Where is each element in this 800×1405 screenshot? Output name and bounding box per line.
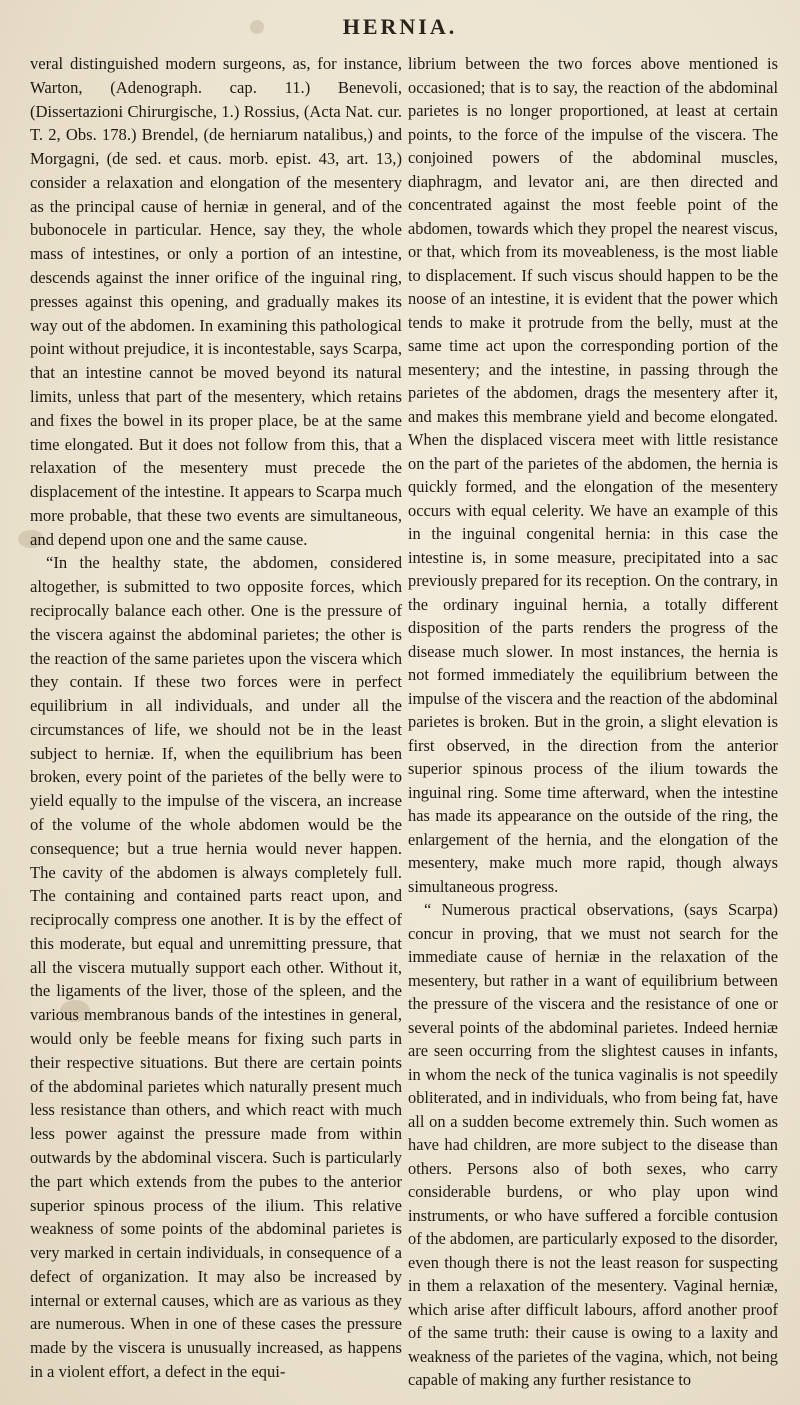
running-header: HERNIA. <box>342 14 458 39</box>
left-column <box>30 52 402 1384</box>
paragraph: “ Numerous practical observations, (says Scarpa) concur in proving, that we must not search for the immediate cause of herniæ in the relaxation of the mesentery, but rather in a want of equilibrium between the pressure of the viscera and the resistance of one or several points of the abdominal parietes. Indeed herniæ are seen occurring from the slightest causes in infants, in whom the neck of the tunica vaginalis is not speedily obliterated, and in individuals, who from being fat, have all on a sudden become extremely thin. Such women as have had children, are more subject to the disease than others. Persons also of both sexes, who carry considerable burdens, or who play upon wind instruments, or who have suffered a forcible contusion of the abdomen, are particularly exposed to the disorder, even though there is not the least reason for suspecting in them a relaxation of the mesentery. Vaginal herniæ, which arise after difficult labours, afford another proof of the same truth: their cause is owing to a laxity and weakness of the parietes of the vagina, which, not being capable of making any further resistance to <box>408 900 778 1389</box>
paragraph: veral distinguished modern surgeons, as, for instance, Warton, (Adenograph. cap. 11.) Benevoli, (Dissertazioni Chirurgische, 1.) Rossius, (Acta Nat. cur. T. 2, Obs. 178.) Brendel, (de herniarum natalibus,) and Morgagni, (de sed. et caus. morb. epist. 43, art. 13,) consider a relaxation and elongation of the mesentery as the principal cause of herniæ in general, and of the bubonocele in particular. Hence, say they, the whole mass of intestines, or only a portion of an intestine, descends against the inner orifice of the inguinal ring, presses against this opening, and gradually makes its way out of the abdomen. In examining this pathological point without prejudice, it is incontestable, says Scarpa, that an intestine cannot be moved beyond its natural limits, unless that part of the mesentery, which retains and fixes the bowel in its proper place, be at the same time elongated. But it does not follow from this, that a relaxation of the mesentery must precede the displacement of the intestine. It appears to Scarpa much more probable, that these two events are simultaneous, and depend upon one and the same cause. <box>30 54 402 549</box>
paragraph: “In the healthy state, the abdomen, considered altogether, is submitted to two opposite forces, which reciprocally balance each other. One is the pressure of the viscera against the abdominal parietes; the other is the reaction of the same parietes upon the viscera which they contain. If these two forces were in perfect equilibrium in all individuals, and under all the circumstances of life, we should not be in the least subject to herniæ. If, when the equilibrium has been broken, every point of the parietes of the belly were to yield equally to the impulse of the viscera, an increase of the volume of the whole abdomen would be the consequence; but a true hernia would never happen. The cavity of the abdomen is always completely full. The containing and contained parts react upon, and reciprocally compress one another. It is by the effect of this moderate, but equal and unremitting pressure, that all the viscera mutually support each other. Without it, the ligaments of the liver, those of the spleen, and the various membranous bands of the intestines in general, would only be feeble means for fixing such parts in their respective situations. But there are certain points of the abdominal parietes which naturally present much less resistance than others, and which react with much less power against the pressure made from within outwards by the abdominal viscera. Such is particularly the part which extends from the pubes to the anterior superior spinous process of the ilium. This relative weakness of some points of the abdominal parietes is very marked in certain individuals, in consequence of a defect of organization. It may also be increased by internal or external causes, which are as various as they are numerous. When in one of these cases the pressure made by the viscera is unusually increased, as happens in a violent effort, a defect in the equi- <box>30 553 402 1381</box>
paragraph: librium between the two forces above mentioned is occasioned; that is to say, the reaction of the abdominal parietes is no longer proportioned, at least at certain points, to the force of the impulse of the viscera. The conjoined powers of the abdominal muscles, diaphragm, and levator ani, are then directed and concentrated against the most feeble point of the abdomen, towards which they propel the nearest viscus, or that, which from its moveableness, is the most liable to displacement. If such viscus should happen to be the noose of an intestine, it is evident that the power which tends to make it protrude from the belly, must at the same time act upon the corresponding portion of the mesentery; and the intestine, in passing through the parietes of the abdomen, drags the mesentery after it, and makes this membrane yield and become elongated. When the displaced viscera meet with little resistance on the part of the parietes of the abdomen, the hernia is quickly formed, and the elongation of the mesentery occurs with equal celerity. We have an example of this in the inguinal congenital hernia: in this case the intestine is, in some measure, precipitated into a sac previously prepared for its reception. On the contrary, in the ordinary inguinal hernia, a totally different disposition of the parts renders the progress of the disease much slower. In most instances, the hernia is not formed immediately the equilibrium between the impulse of the viscera and the reaction of the abdominal parietes is broken. But in the groin, a slight elevation is first observed, in the direction from the anterior superior spinous process of the ilium towards the inguinal ring. Some time afterward, when the intestine has made its appearance on the outside of the ring, the enlargement of the hernia, and the elongation of the mesentery, make much more rapid, though always simultaneous progress. <box>408 54 778 896</box>
right-column <box>408 52 778 1392</box>
